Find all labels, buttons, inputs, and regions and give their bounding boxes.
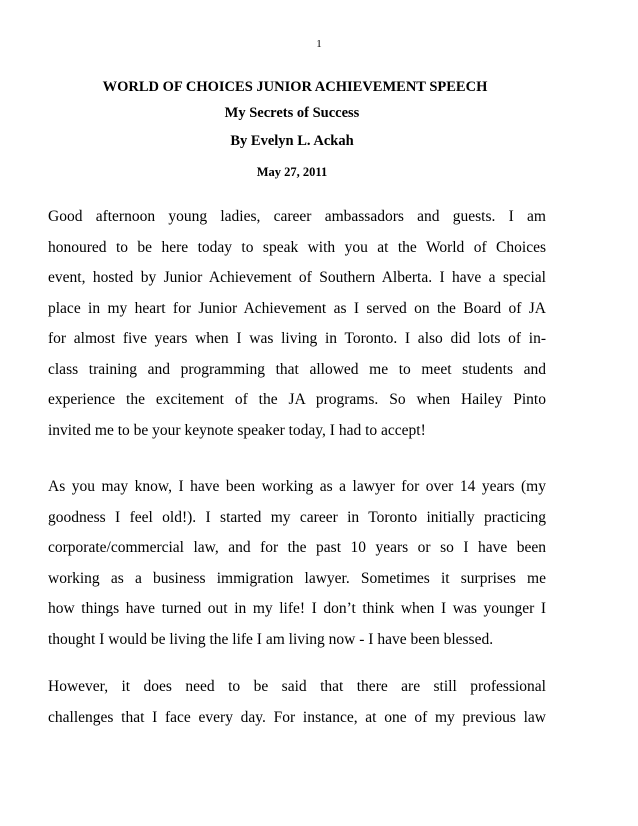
text-line: event, hosted by Junior Achievement of Southern Alberta. I have a special <box>48 269 546 286</box>
text-line: class training and programming that allowed me to meet students and <box>48 360 546 378</box>
text-line: honoured to be here today to speak with you at the World of Choices <box>48 238 546 256</box>
text-line: However, it does need to be said that there are still professional <box>48 678 546 695</box>
paragraph-2 <box>48 472 546 655</box>
text-line: goodness I feel old!). I started my career in Toronto initially practicing <box>48 508 546 526</box>
paragraph-1 <box>48 202 546 446</box>
paragraph-3 <box>48 672 546 733</box>
speech-title: WORLD OF CHOICES JUNIOR ACHIEVEMENT SPEECH <box>102 79 488 95</box>
text-line: invited me to be your keynote speaker today, I had to accept! <box>48 421 426 439</box>
text-line: Good afternoon young ladies, career ambassadors and guests. I am <box>48 208 546 225</box>
speech-date: May 27, 2011 <box>256 165 328 179</box>
speech-subtitle: My Secrets of Success <box>224 105 360 121</box>
text-line: how things have turned out in my life! I don’t think when I was younger I <box>48 600 546 617</box>
text-line: for almost five years when I was living in Toronto. I also did lots of in- <box>48 330 546 347</box>
text-line: thought I would be living the life I am living now - I have been blessed. <box>48 630 494 648</box>
page-number: 1 <box>316 38 322 50</box>
text-line: place in my heart for Junior Achievement as I served on the Board of JA <box>48 299 546 317</box>
text-line: experience the excitement of the JA programs. So when Hailey Pinto <box>48 391 546 408</box>
text-line: corporate/commercial law, and for the past 10 years or so I have been <box>48 539 546 556</box>
speech-author: By Evelyn L. Ackah <box>230 133 354 149</box>
text-line: challenges that I face every day. For instance, at one of my previous law <box>48 708 546 726</box>
text-line: As you may know, I have been working as a lawyer for over 14 years (my <box>48 478 546 495</box>
text-line: working as a business immigration lawyer. Sometimes it surprises me <box>48 569 546 587</box>
